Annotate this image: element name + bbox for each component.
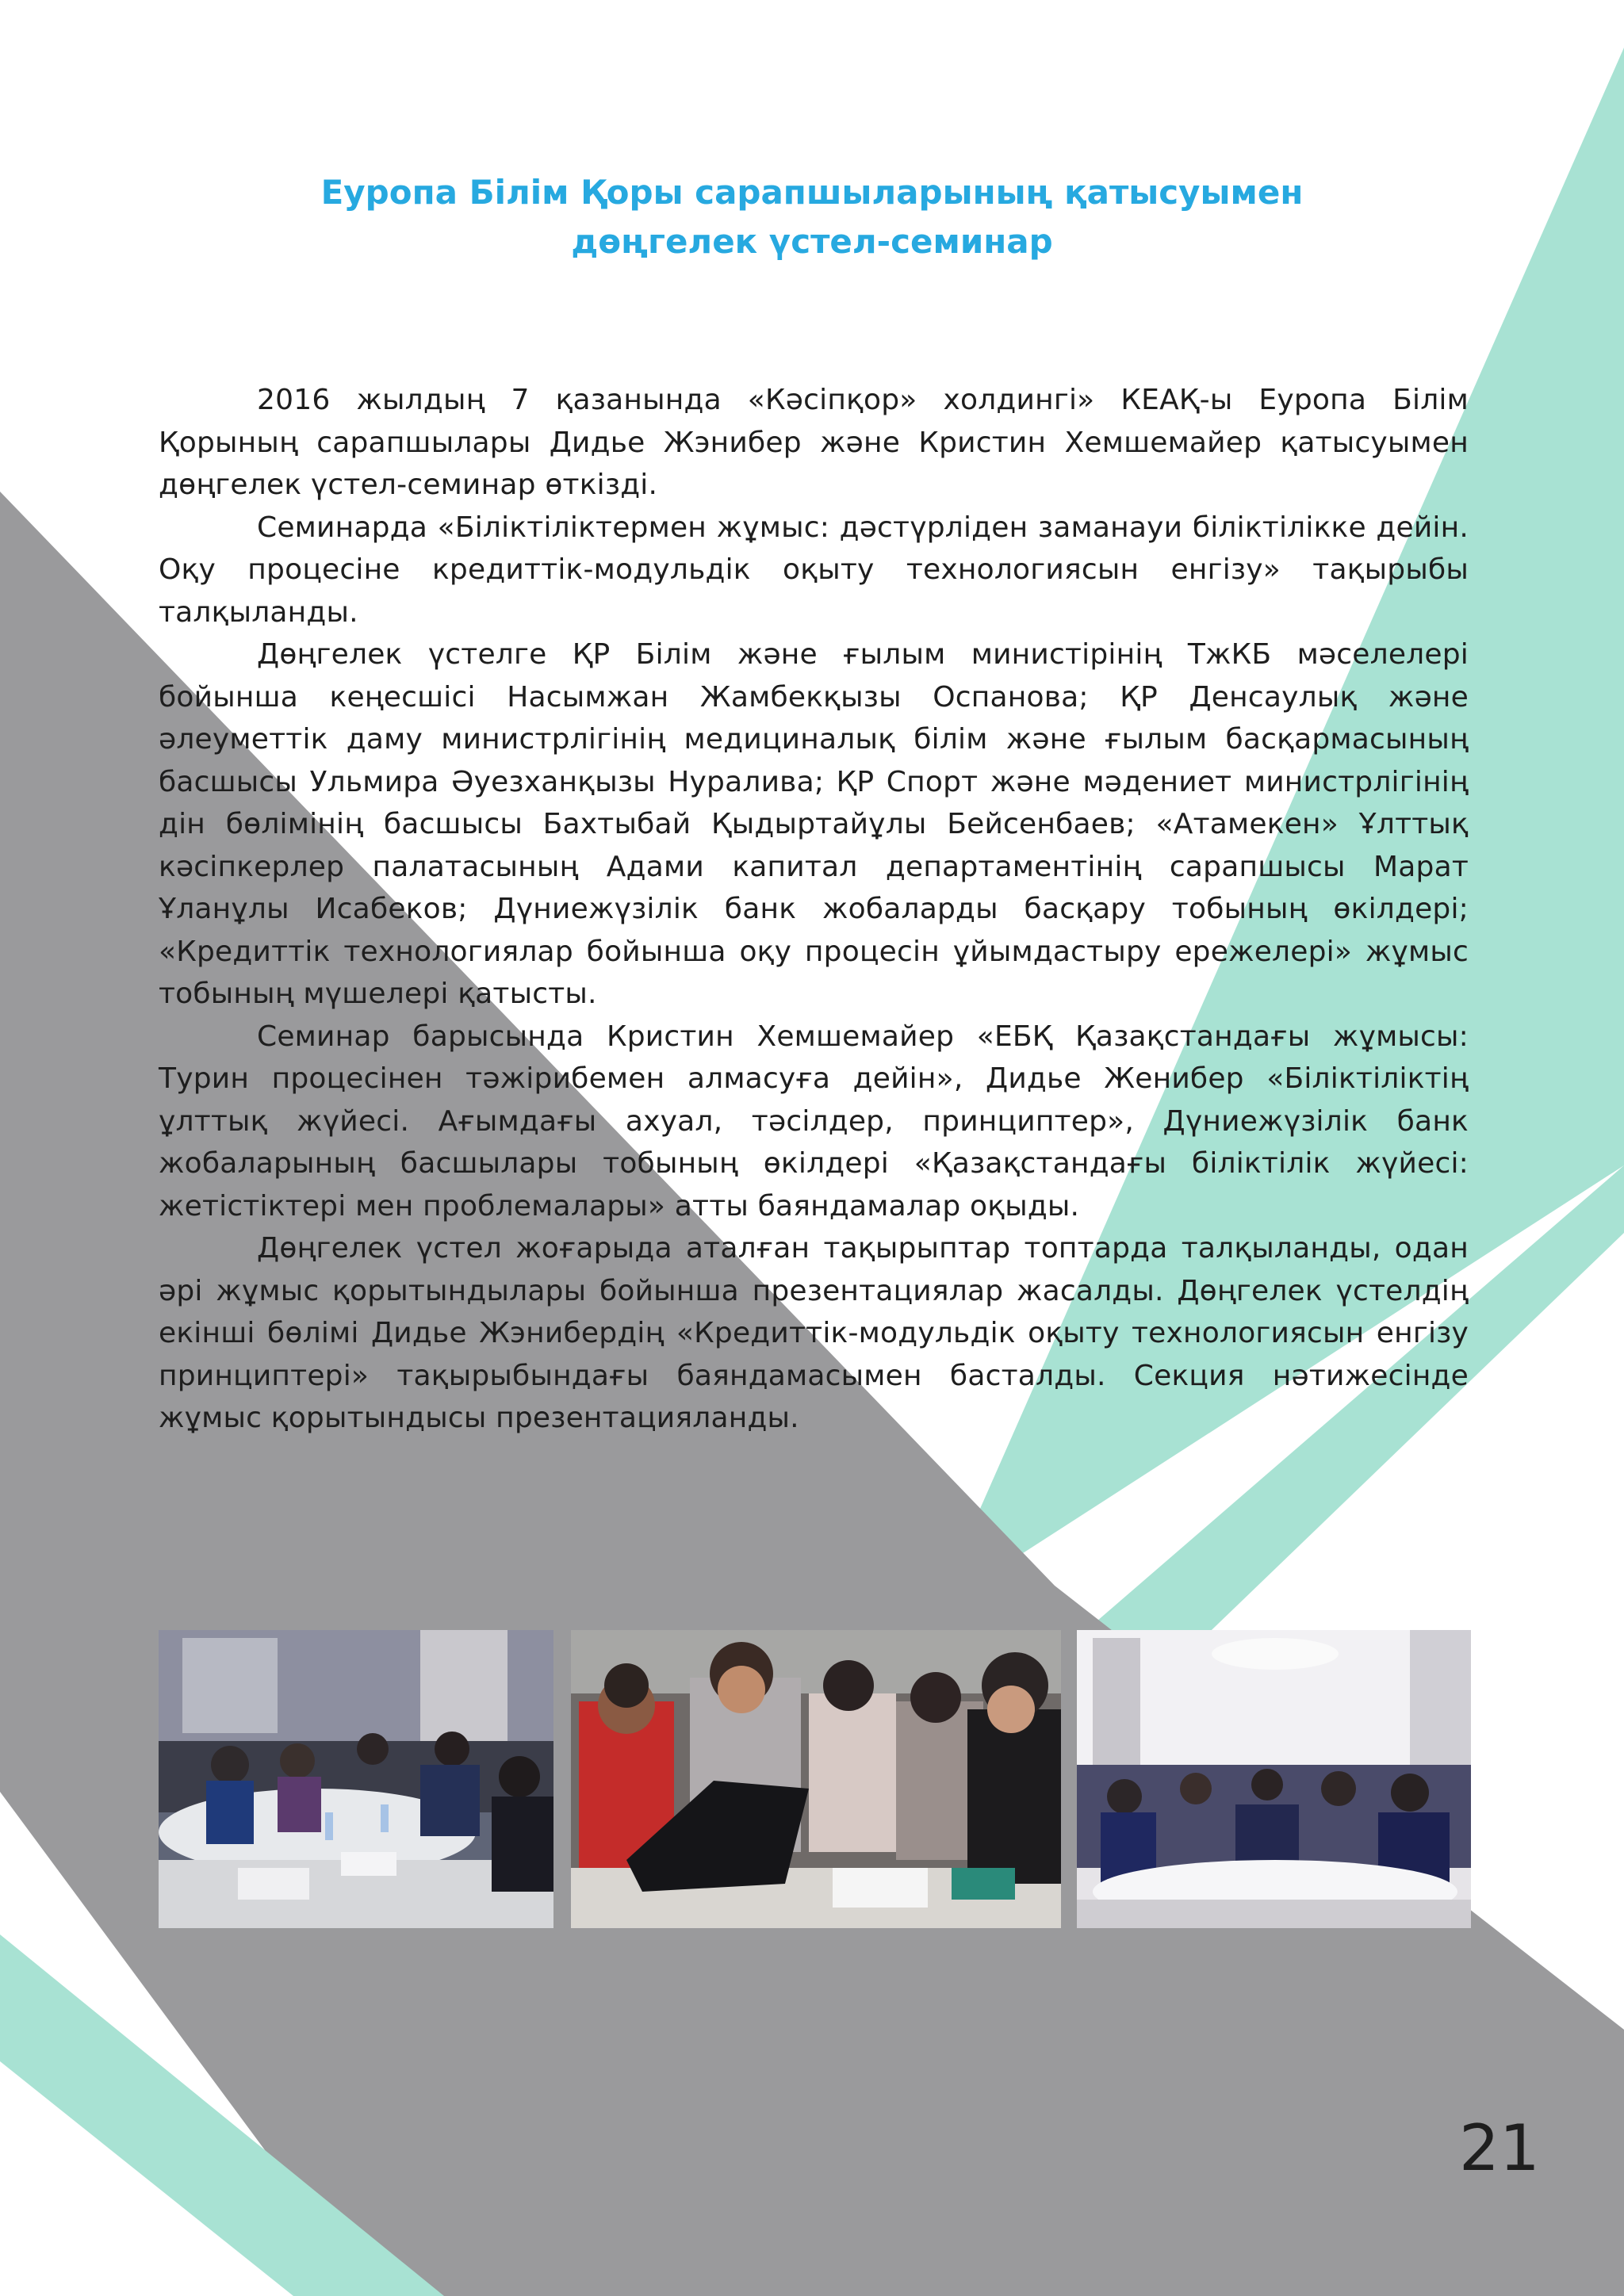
photo-round-table-1: [159, 1630, 553, 1928]
title-line-2: дөңгелек үстел-семинар: [571, 222, 1053, 261]
paragraph-2: Семинарда «Біліктіліктермен жұмыс: дәстүрліден заманауи біліктілікке дейін. Оқу процесіне кредиттік-модульдік оқыту технологиясын енгізу» тақырыбы талқыланды.: [159, 511, 1469, 629]
article-body: [159, 379, 1469, 1440]
photo-working-group: [571, 1630, 1061, 1928]
paragraph-1: 2016 жылдың 7 қазанында «Кәсіпқор» холдингі» КЕАҚ-ы Еуропа Білім Қорының сарапшылары Дидье Жэнибер және Кристин Хемшемайер қатысуымен дөңгелек үстел-семинар өткізді.: [159, 384, 1469, 501]
title-line-1: Еуропа Білім Қоры сарапшыларының қатысуымен: [320, 173, 1304, 212]
paragraph-5: Дөңгелек үстел жоғарыда аталған тақырыптар топтарда талқыланды, одан әрі жұмыс қорытындылары бойынша презентациялар жасалды. Дөңгелек үстелдің екінші бөлімі Дидье Жэнибердің «Кредиттік-модульдік оқыту технологиясын енгізу принциптері» тақырыбындағы баяндамасымен басталды. Секция нәтижесінде жұмыс қорытындысы презентацияланды.: [159, 1232, 1469, 1434]
photo-seminar-hall: [1077, 1630, 1471, 1928]
paragraph-3: Дөңгелек үстелге ҚР Білім және ғылым министірінің ТжКБ мәселелері бойынша кеңесшісі Насымжан Жамбекқызы Оспанова; ҚР Денсаулық және әлеуметтік даму министрлігінің медициналық білім және ғылым басқармасының басшысы Ульмира Әуезханқызы Нуралива; ҚР Спорт және мәдениет министрлігінің дін бөлімінің басшысы Бахтыбай Қыдыртайұлы Бейсенбаев; «Атамекен» Ұлттық кәсіпкерлер палатасының Адами капитал департаментінің сарапшысы Марат Ұланұлы Исабеков; Дүниежүзілік банк жобаларды басқару тобының өкілдері; «Кредиттік технологиялар бойынша оқу процесін ұйымдастыру ережелері» жұмыс тобының мүшелері қатысты.: [159, 638, 1469, 1010]
paragraph-4: Семинар барысында Кристин Хемшемайер «ЕБҚ Қазақстандағы жұмысы: Турин процесінен тәжірибемен алмасуға дейін», Дидье Женибер «Біліктіліктің ұлттық жүйесі. Ағымдағы ахуал, тәсілдер, принциптер», Дүниежүзілік банк жобаларының басшылары тобының өкілдері «Қазақстандағы біліктілік жүйесі: жетістіктері мен проблемалары» атты баяндамалар оқыды.: [159, 1020, 1469, 1223]
article-title: [0, 168, 1624, 266]
page-number: 21: [1459, 2111, 1540, 2185]
